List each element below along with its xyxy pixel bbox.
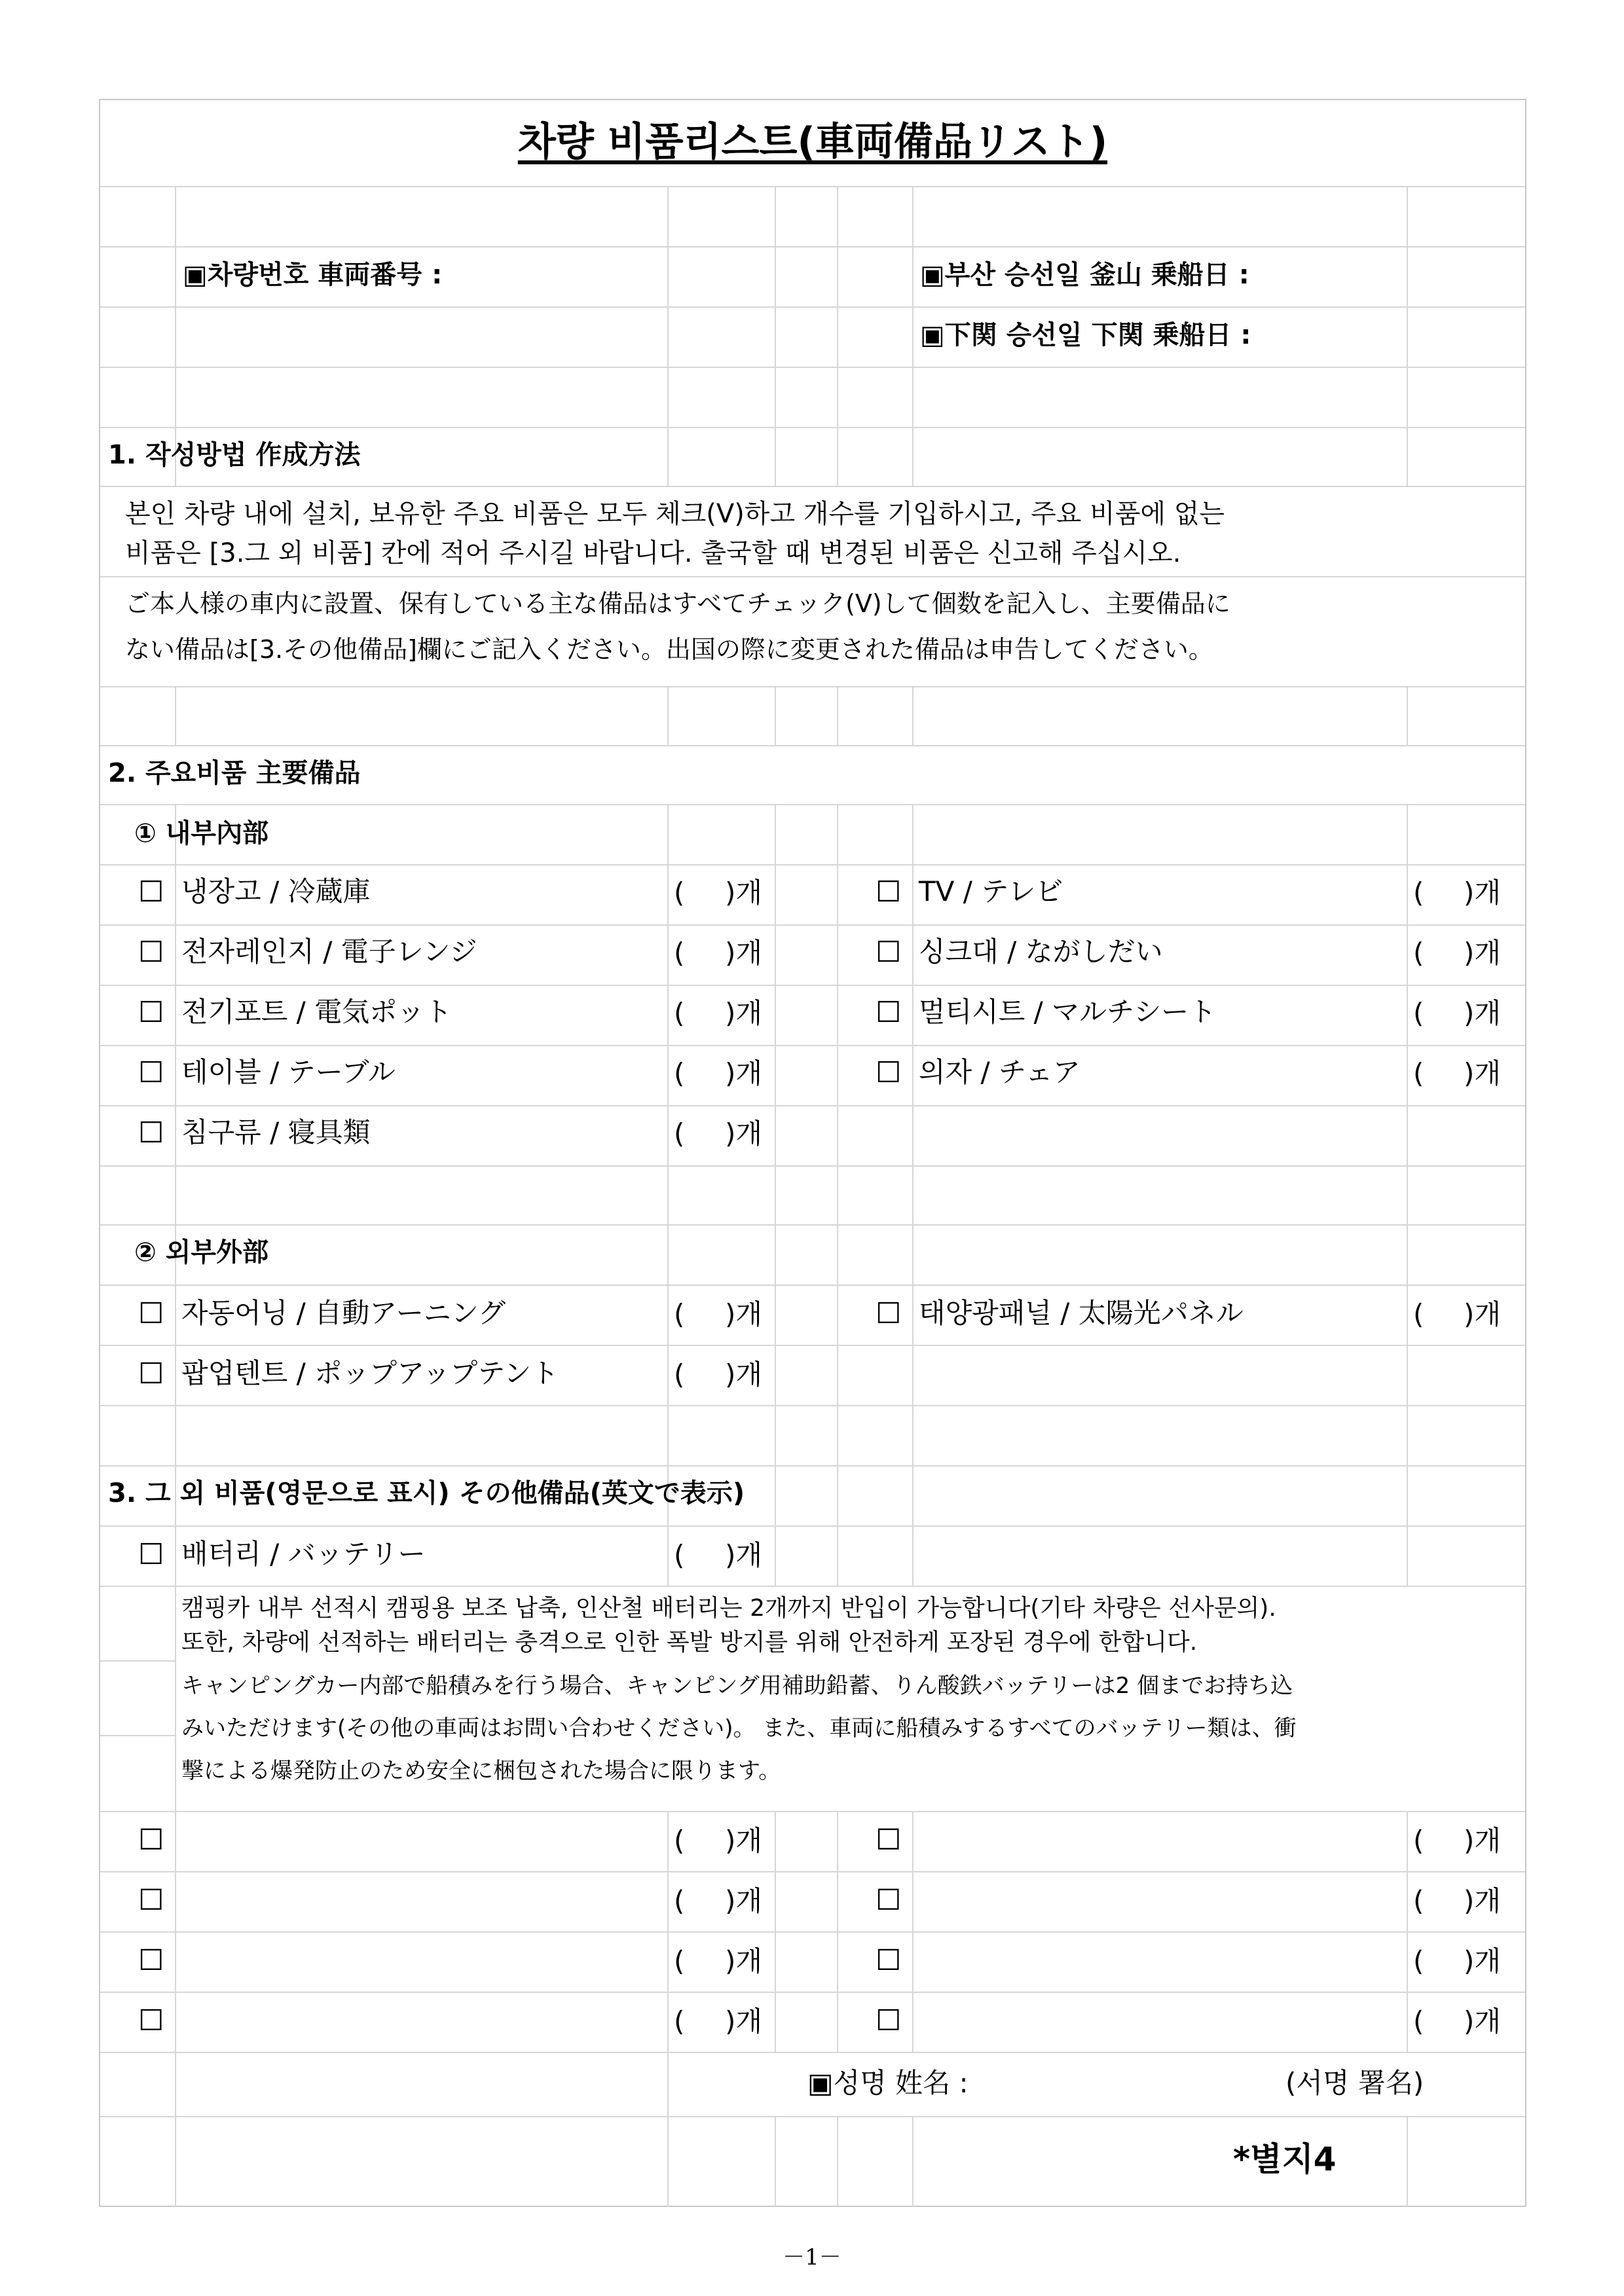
count-open: ( bbox=[1413, 1885, 1424, 1917]
count-unit: )개 bbox=[725, 1539, 762, 1571]
item-name-input[interactable] bbox=[176, 1993, 666, 2050]
checkbox[interactable]: ☐ bbox=[138, 1116, 164, 1150]
count-open: ( bbox=[1413, 2005, 1424, 2037]
item-name-input[interactable] bbox=[176, 1812, 666, 1870]
shimonoseki-boarding-date-field[interactable] bbox=[1407, 306, 1524, 365]
checkbox[interactable]: ☐ bbox=[876, 1823, 902, 1857]
checkbox[interactable]: ☐ bbox=[138, 875, 164, 909]
count-unit: )개 bbox=[725, 1825, 762, 1857]
item-label: 싱크대 / ながしだい bbox=[919, 936, 1163, 968]
instructions-ko-line1: 본인 차량 내에 설치, 보유한 주요 비품은 모두 체크(V)하고 개수를 기입하시고, 주요 비품에 없는 bbox=[125, 499, 1225, 529]
count-open: ( bbox=[674, 1825, 685, 1857]
count-unit: )개 bbox=[725, 937, 762, 969]
checkbox[interactable]: ☐ bbox=[138, 1056, 164, 1089]
instructions-ko-line2: 비품은 [3.그 외 비품] 칸에 적어 주시길 바랍니다. 출국할 때 변경된 비품은 신고해 주십시오. bbox=[125, 538, 1181, 568]
count-input[interactable] bbox=[1428, 873, 1461, 919]
checkbox[interactable]: ☐ bbox=[138, 996, 164, 1029]
item-name-input[interactable] bbox=[176, 1872, 666, 1930]
interior-label: ① 내부內部 bbox=[134, 818, 269, 848]
busan-boarding-date-field[interactable] bbox=[1407, 246, 1524, 305]
count-input[interactable] bbox=[690, 873, 722, 919]
item-label: 냉장고 / 冷蔵庫 bbox=[181, 875, 371, 907]
count-unit: )개 bbox=[725, 1298, 762, 1330]
checkbox[interactable]: ☐ bbox=[876, 1884, 902, 1917]
count-open: ( bbox=[674, 1057, 685, 1089]
count-unit: )개 bbox=[1464, 2005, 1501, 2037]
count-open: ( bbox=[674, 1885, 685, 1917]
checkbox[interactable]: ☐ bbox=[876, 1297, 902, 1330]
annex-label: *별지4 bbox=[1233, 2140, 1337, 2178]
count-input[interactable] bbox=[1428, 1294, 1461, 1340]
count-open: ( bbox=[674, 1539, 685, 1571]
item-label: 태양광패널 / 太陽光パネル bbox=[919, 1297, 1244, 1329]
item-name-input[interactable] bbox=[913, 1933, 1405, 1990]
count-unit: )개 bbox=[1464, 1945, 1501, 1977]
count-open: ( bbox=[1413, 877, 1424, 909]
checkbox[interactable]: ☐ bbox=[138, 1944, 164, 1977]
checkbox[interactable]: ☐ bbox=[876, 996, 902, 1029]
battery-note-ja-line1: キャンピングカー内部で船積みを行う場合、キャンピング用補助鉛蓄、りん酸鉄バッテリーは2 個までお持ち込 bbox=[181, 1673, 1293, 1699]
checkbox[interactable]: ☐ bbox=[138, 1823, 164, 1857]
instructions-ja-line1: ご本人様の車内に設置、保有している主な備品はすべてチェック(V)して個数を記入し、主要備品に bbox=[125, 589, 1230, 618]
item-label: 테이블 / テーブル bbox=[181, 1056, 396, 1088]
item-label: 전기포트 / 電気ポット bbox=[181, 996, 452, 1028]
section3-heading: 3. 그 외 비품(영문으로 표시) その他備品(英文で表示) bbox=[108, 1478, 745, 1508]
item-name-input[interactable] bbox=[913, 1812, 1405, 1870]
vehicle-number-label: ▣차량번호 車両番号 : bbox=[183, 260, 443, 290]
count-input[interactable] bbox=[690, 1053, 722, 1099]
count-unit: )개 bbox=[725, 1358, 762, 1391]
checkbox[interactable]: ☐ bbox=[138, 1297, 164, 1330]
item-label: 팝업텐트 / ポップアップテント bbox=[181, 1357, 559, 1389]
checkbox[interactable]: ☐ bbox=[876, 1056, 902, 1089]
count-open: ( bbox=[674, 937, 685, 969]
item-label: 침구류 / 寝具類 bbox=[181, 1116, 371, 1148]
count-open: ( bbox=[1413, 1945, 1424, 1977]
count-input[interactable] bbox=[1428, 933, 1461, 979]
item-name-input[interactable] bbox=[913, 1993, 1405, 2050]
item-label: TV / テレビ bbox=[919, 875, 1063, 907]
battery-note-ja-line3: 撃による爆発防止のため安全に梱包された場合に限ります。 bbox=[181, 1758, 781, 1784]
count-open: ( bbox=[1413, 1057, 1424, 1089]
instructions-ja-line2: ない備品は[3.その他備品]欄にご記入ください。出国の際に変更された備品は申告してください。 bbox=[125, 635, 1213, 664]
battery-note-ja-line2: みいただけます(その他の車両はお問い合わせください)。 また、車両に船積みするすべてのバッテリー類は、衝 bbox=[181, 1715, 1297, 1741]
count-unit: )개 bbox=[1464, 1057, 1501, 1089]
count-open: ( bbox=[674, 2005, 685, 2037]
count-unit: )개 bbox=[725, 877, 762, 909]
count-open: ( bbox=[674, 877, 685, 909]
section2-heading: 2. 주요비품 主要備品 bbox=[108, 758, 361, 788]
count-unit: )개 bbox=[1464, 937, 1501, 969]
item-label: 배터리 / バッテリー bbox=[181, 1538, 426, 1570]
item-name-input[interactable] bbox=[176, 1933, 666, 1990]
section1-heading: 1. 작성방법 作成方法 bbox=[108, 440, 361, 470]
checkbox[interactable]: ☐ bbox=[876, 1944, 902, 1977]
count-input[interactable] bbox=[690, 1535, 722, 1581]
battery-note-ko-line1: 캠핑카 내부 선적시 캠핑용 보조 납축, 인산철 배터리는 2개까지 반입이 가능합니다(기타 차량은 선사문의). bbox=[181, 1595, 1276, 1622]
checkbox[interactable]: ☐ bbox=[138, 2004, 164, 2037]
item-label: 의자 / チェア bbox=[919, 1056, 1080, 1088]
checkbox[interactable]: ☐ bbox=[876, 2004, 902, 2037]
count-open: ( bbox=[674, 997, 685, 1029]
count-input[interactable] bbox=[1428, 993, 1461, 1039]
count-input[interactable] bbox=[1428, 1053, 1461, 1099]
checkbox[interactable]: ☐ bbox=[876, 936, 902, 969]
busan-boarding-date-label: ▣부산 승선일 釜山 乗船日 : bbox=[920, 260, 1249, 290]
count-input[interactable] bbox=[690, 1355, 722, 1400]
count-input[interactable] bbox=[690, 1114, 722, 1159]
count-unit: )개 bbox=[1464, 997, 1501, 1029]
count-open: ( bbox=[674, 1298, 685, 1330]
exterior-label: ② 외부外部 bbox=[134, 1237, 269, 1267]
count-unit: )개 bbox=[1464, 1825, 1501, 1857]
count-unit: )개 bbox=[1464, 1885, 1501, 1917]
count-unit: )개 bbox=[1464, 877, 1501, 909]
form-sheet bbox=[99, 99, 1526, 2207]
item-label: 전자레인지 / 電子レンジ bbox=[181, 936, 477, 968]
checkbox[interactable]: ☐ bbox=[138, 1538, 164, 1571]
checkbox[interactable]: ☐ bbox=[876, 875, 902, 909]
page-title: 차량 비품리스트(車両備品リスト) bbox=[517, 119, 1108, 165]
count-open: ( bbox=[674, 1945, 685, 1977]
count-unit: )개 bbox=[725, 1945, 762, 1977]
count-unit: )개 bbox=[725, 997, 762, 1029]
item-label: 멀티시트 / マルチシート bbox=[919, 996, 1217, 1028]
count-open: ( bbox=[1413, 937, 1424, 969]
count-input[interactable] bbox=[690, 1294, 722, 1340]
vehicle-number-field[interactable] bbox=[667, 246, 775, 305]
count-input[interactable] bbox=[690, 993, 722, 1039]
count-open: ( bbox=[1413, 1825, 1424, 1857]
shimonoseki-boarding-date-label: ▣下関 승선일 下関 乗船日 : bbox=[920, 320, 1251, 350]
count-open: ( bbox=[1413, 997, 1424, 1029]
count-unit: )개 bbox=[725, 1057, 762, 1089]
page-number: －1－ bbox=[783, 2244, 841, 2270]
item-label: 자동어닝 / 自動アーニング bbox=[181, 1297, 506, 1329]
count-open: ( bbox=[674, 1118, 685, 1150]
count-unit: )개 bbox=[1464, 1298, 1501, 1330]
count-unit: )개 bbox=[725, 1118, 762, 1150]
name-label: ▣성명 姓名 : bbox=[807, 2067, 969, 2099]
count-unit: )개 bbox=[725, 2005, 762, 2037]
count-input[interactable] bbox=[690, 933, 722, 979]
checkbox[interactable]: ☐ bbox=[138, 1884, 164, 1917]
count-unit: )개 bbox=[725, 1885, 762, 1917]
count-open: ( bbox=[674, 1358, 685, 1391]
checkbox[interactable]: ☐ bbox=[138, 1357, 164, 1391]
checkbox[interactable]: ☐ bbox=[138, 936, 164, 969]
item-name-input[interactable] bbox=[913, 1872, 1405, 1930]
signature-label: (서명 署名) bbox=[1285, 2067, 1424, 2099]
count-open: ( bbox=[1413, 1298, 1424, 1330]
battery-note-ko-line2: 또한, 차량에 선적하는 배터리는 충격으로 인한 폭발 방지를 위해 안전하게 포장된 경우에 한합니다. bbox=[181, 1629, 1198, 1656]
